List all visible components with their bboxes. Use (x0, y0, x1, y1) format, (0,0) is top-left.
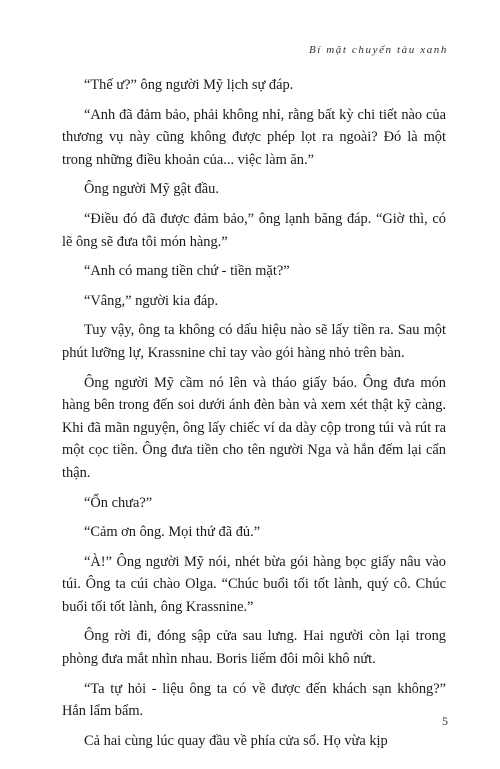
paragraph: “Thế ư?” ông người Mỹ lịch sự đáp. (84, 77, 294, 93)
running-header: Bí mật chuyến tàu xanh (308, 44, 448, 56)
paragraph: “Anh đã đảm bảo, phải không nhỉ, rằng bất kỳ chi tiết nào của thương vụ này cũng không được phép lọt ra ngoài? Đó là một trong những điều khoản của... việc làm ăn.” (62, 106, 446, 168)
paragraph: “Ta tự hỏi - liệu ông ta có về được đến khách sạn không?” Hắn lẩm bẩm. (62, 680, 446, 720)
paragraph: Cả hai cùng lúc quay đầu về phía cửa sổ. Họ vừa kịp (84, 732, 388, 749)
paragraph: “Điều đó đã được đảm bảo,” ông lạnh băng đáp. “Giờ thì, có lẽ ông sẽ đưa tôi món hàng.” (62, 210, 446, 250)
paragraph: “Vâng,” người kia đáp. (84, 292, 219, 309)
paragraph: Ông người Mỹ cầm nó lên và tháo giấy báo. Ông đưa món hàng bên trong đến soi dưới ánh đèn bàn và xem xét thật kỹ càng. Khi đã mãn nguyện, ông lấy chiếc ví da dày cộp trong túi và rút ra một cọc tiền. Ông đưa tiền cho tên người Nga và hắn đếm lại cẩn thận. (62, 374, 446, 481)
paragraph: “Anh có mang tiền chứ - tiền mặt?” (84, 263, 290, 280)
paragraph: Ông người Mỹ gật đầu. (84, 181, 219, 198)
paragraph: “Ổn chưa?” (84, 494, 153, 511)
paragraph: “Cảm ơn ông. Mọi thứ đã đủ.” (84, 524, 261, 541)
paragraph: “À!” Ông người Mỹ nói, nhét bừa gói hàng bọc giấy nâu vào túi. Ông ta cúi chào Olga. “Chúc buổi tối tốt lành, quý cô. Chúc buổi tối tốt lành, ông Krassnine.” (62, 553, 446, 615)
paragraph: Ông rời đi, đóng sập cửa sau lưng. Hai người còn lại trong phòng đưa mắt nhìn nhau. Boris liếm đôi môi khô nứt. (62, 628, 446, 668)
body-text (62, 74, 446, 759)
paragraph: Tuy vậy, ông ta không có dấu hiệu nào sẽ lấy tiền ra. Sau một phút lưỡng lự, Krassnine chỉ tay vào gói hàng nhỏ trên bàn. (62, 322, 446, 361)
page-number: 5 (442, 714, 448, 728)
